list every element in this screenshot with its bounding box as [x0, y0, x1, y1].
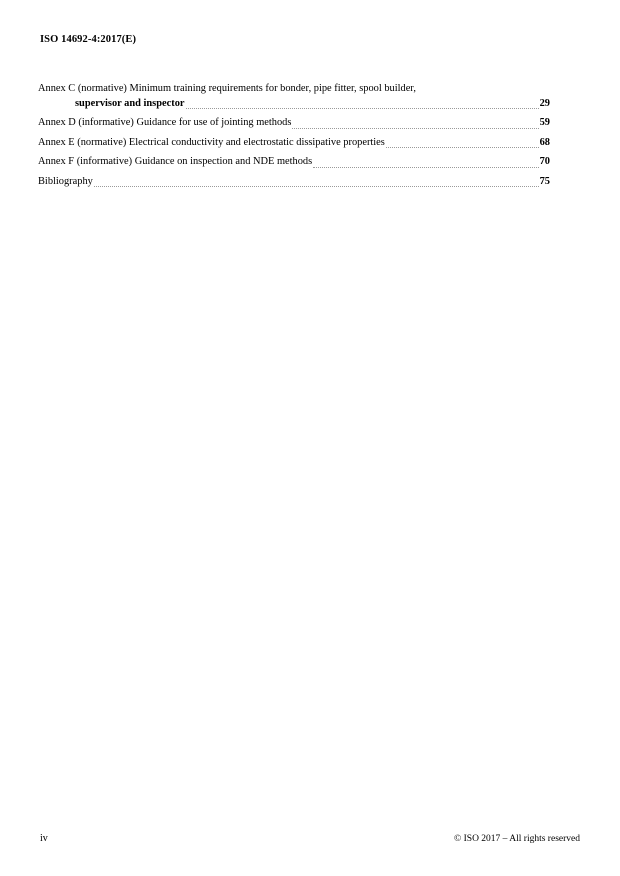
page-header-title: ISO 14692-4:2017(E) [40, 34, 137, 45]
toc-entry-labels [38, 116, 291, 131]
toc-entry-line1 [38, 82, 550, 97]
toc-entry-bibliography[interactable] [38, 175, 550, 190]
toc-entry-annex-f[interactable] [38, 155, 550, 170]
toc-leader-dots [386, 138, 539, 148]
toc-annex-label: Annex D [38, 117, 76, 128]
toc-entry-annex-c[interactable] [38, 82, 550, 111]
toc-annex-type: (normative) [77, 136, 127, 148]
table-of-contents [38, 82, 550, 194]
toc-entry-title-continued: supervisor and inspector [75, 97, 185, 109]
toc-entry-labels [38, 136, 385, 151]
footer-page-number: iv [40, 833, 48, 844]
toc-page-number: 70 [539, 156, 550, 167]
toc-annex-type: (normative) [77, 83, 127, 94]
toc-leader-dots [292, 119, 538, 129]
toc-annex-type: (informative) [76, 156, 133, 167]
toc-leader-dots [94, 177, 539, 187]
toc-entry-line2 [38, 97, 550, 112]
footer-copyright: © ISO 2017 – All rights reserved [454, 834, 580, 844]
toc-page-number: 59 [539, 117, 550, 128]
toc-entry-annex-e[interactable] [38, 136, 550, 151]
toc-page-number: 29 [539, 97, 550, 109]
toc-leader-dots [186, 99, 539, 109]
toc-entry-title: Electrical conductivity and electrostatic dissipative properties [128, 136, 385, 148]
toc-annex-type: (informative) [78, 117, 134, 128]
toc-annex-label: Annex C [38, 83, 76, 94]
toc-entry-labels [38, 175, 93, 190]
toc-annex-label: Annex F [38, 156, 75, 167]
toc-entry-title: Guidance for use of jointing methods [136, 117, 292, 128]
toc-entry-labels [38, 155, 312, 170]
toc-entry-title: Minimum training requirements for bonder, pipe fitter, spool builder, [129, 83, 416, 94]
toc-page-number: 68 [539, 136, 550, 148]
toc-entry-annex-d[interactable] [38, 116, 550, 131]
toc-annex-label: Annex E [38, 136, 75, 148]
toc-leader-dots [313, 158, 538, 168]
toc-entry-title: Guidance on inspection and NDE methods [134, 156, 313, 167]
toc-page-number: 75 [539, 175, 550, 187]
toc-annex-label: Bibliography [38, 175, 93, 187]
